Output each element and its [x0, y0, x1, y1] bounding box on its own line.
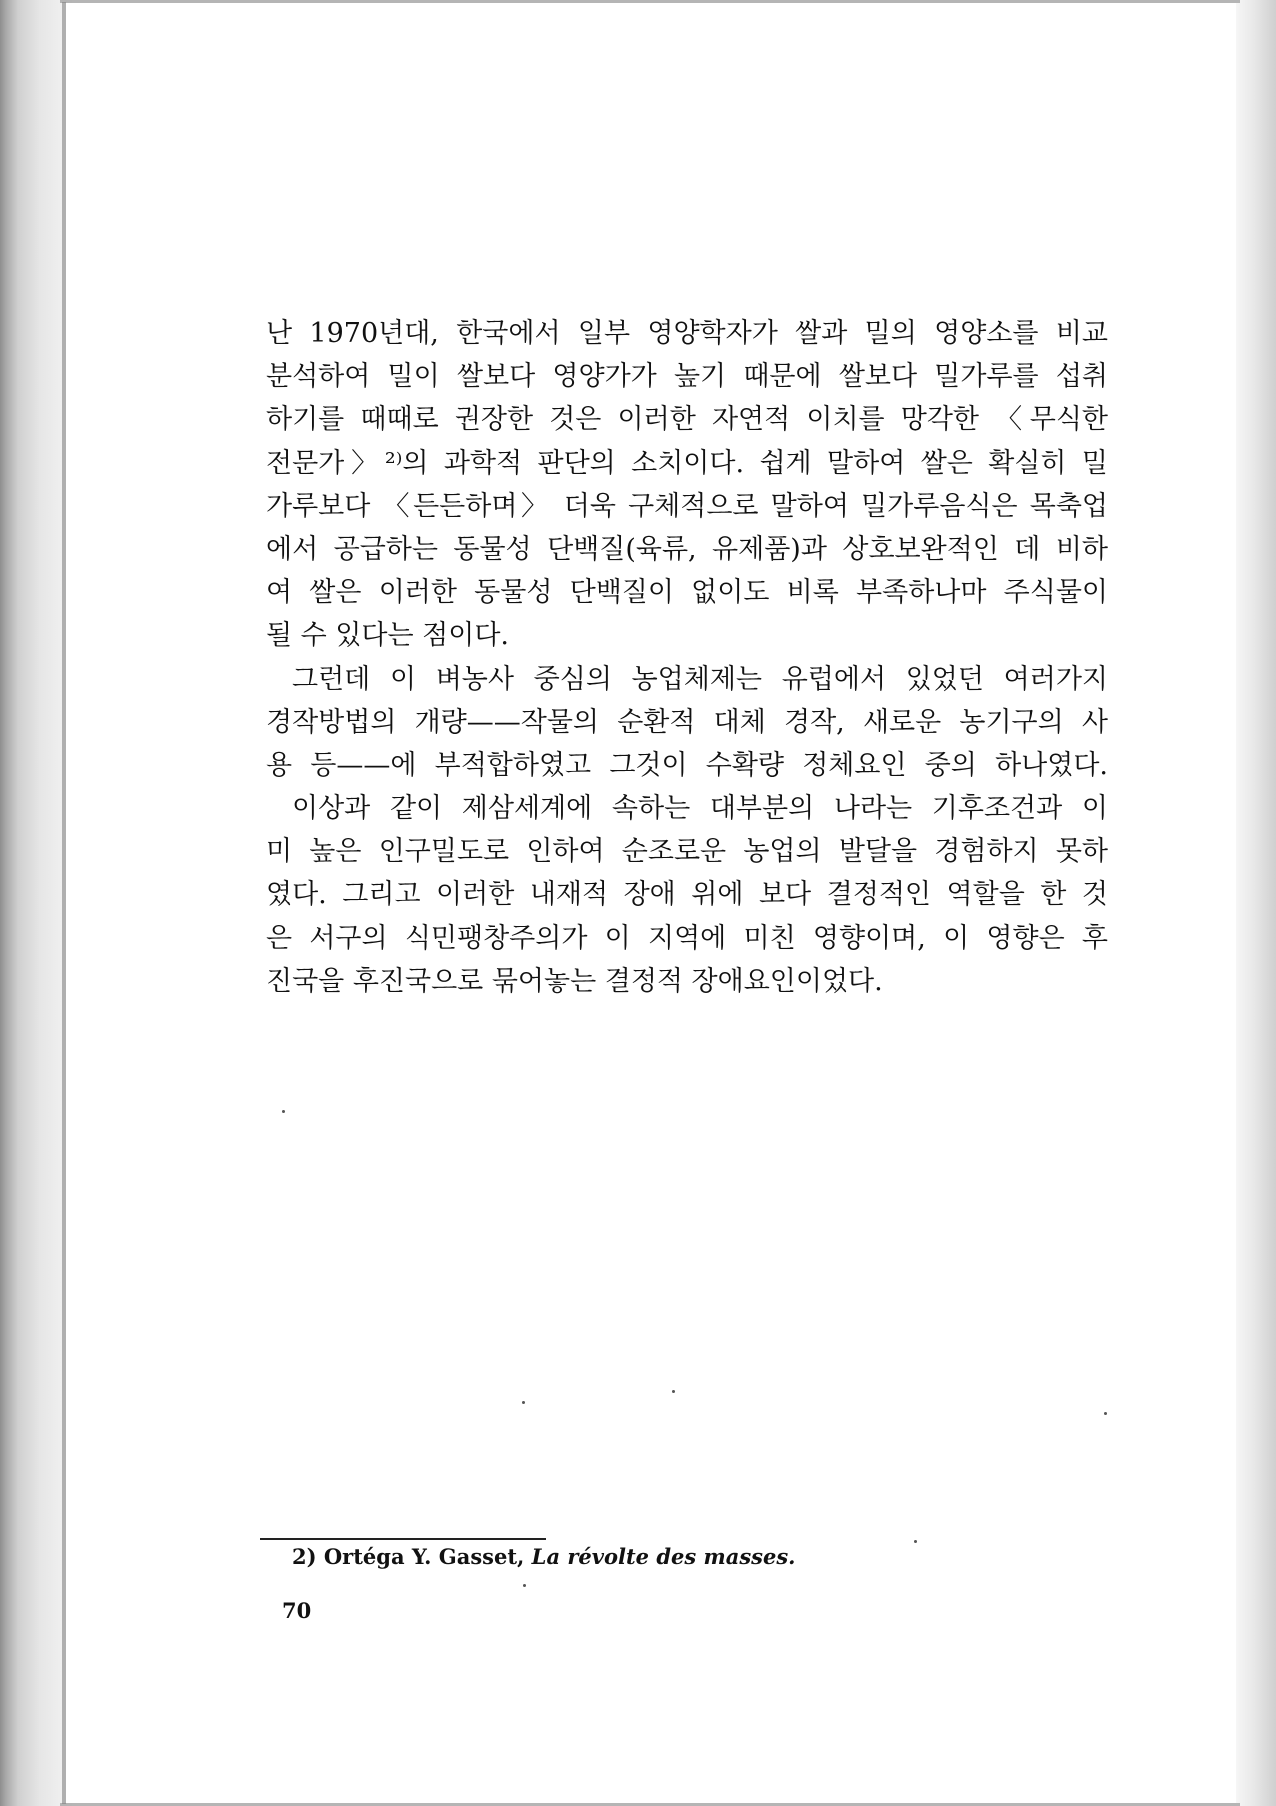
page-number: 70 [282, 1598, 312, 1623]
page-binding-edge [62, 2, 66, 1804]
scan-speck [914, 1540, 917, 1543]
footnote-divider [260, 1538, 546, 1540]
text-line: 여 쌀은 이러한 동물성 단백질이 없이도 비록 부족하나마 주식물이 [266, 577, 1108, 609]
scan-speck [282, 1110, 285, 1113]
footnote-number: 2) [292, 1544, 317, 1569]
text-line: 에서 공급하는 동물성 단백질(육류, 유제품)과 상호보완적인 데 비하 [266, 533, 1108, 565]
scan-speck [672, 1390, 675, 1393]
text-line: 하기를 때때로 권장한 것은 이러한 자연적 이치를 망각한 〈무식한 [266, 404, 1108, 436]
text-line: 은 서구의 식민팽창주의가 이 지역에 미친 영향이며, 이 영향은 후 [266, 922, 1108, 954]
text-line: 용 등——에 부적합하였고 그것이 수확량 정체요인 중의 하나였다. [266, 749, 1108, 781]
scan-speck [523, 1584, 526, 1587]
page-right-shadow [1236, 0, 1276, 1806]
footnote-author: Ortéga Y. Gasset, [323, 1544, 525, 1569]
footnote [292, 1544, 795, 1569]
text-line: 전문가〉²⁾의 과학적 판단의 소치이다. 쉽게 말하여 쌀은 확실히 밀 [266, 447, 1108, 479]
text-line: 미 높은 인구밀도로 인하여 순조로운 농업의 발달을 경험하지 못하 [266, 836, 1108, 868]
text-line: 진국을 후진국으로 묶어놓는 결정적 장애요인이었다. [266, 965, 883, 997]
text-line: 그런데 이 벼농사 중심의 농업체제는 유럽에서 있었던 여러가지 [292, 663, 1108, 695]
scan-speck [1104, 1412, 1107, 1415]
text-line: 였다. 그리고 이러한 내재적 장애 위에 보다 결정적인 역할을 한 것 [266, 879, 1108, 911]
scan-speck [522, 1401, 525, 1404]
text-line: 경작방법의 개량——작물의 순환적 대체 경작, 새로운 농기구의 사 [266, 706, 1108, 738]
text-line: 난 1970년대, 한국에서 일부 영양학자가 쌀과 밀의 영양소를 비교 [266, 318, 1108, 349]
text-line: 분석하여 밀이 쌀보다 영양가가 높기 때문에 쌀보다 밀가루를 섭취 [266, 361, 1108, 393]
text-line: 될 수 있다는 점이다. [266, 620, 509, 652]
footnote-title: La révolte des masses. [531, 1544, 796, 1569]
text-line: 가루보다 〈든든하며〉 더욱 구체적으로 말하여 밀가루음식은 목축업 [266, 490, 1108, 522]
page-top-edge [60, 0, 1240, 3]
text-line: 이상과 같이 제삼세계에 속하는 대부분의 나라는 기후조건과 이 [292, 793, 1108, 825]
body-text [266, 312, 1108, 1003]
